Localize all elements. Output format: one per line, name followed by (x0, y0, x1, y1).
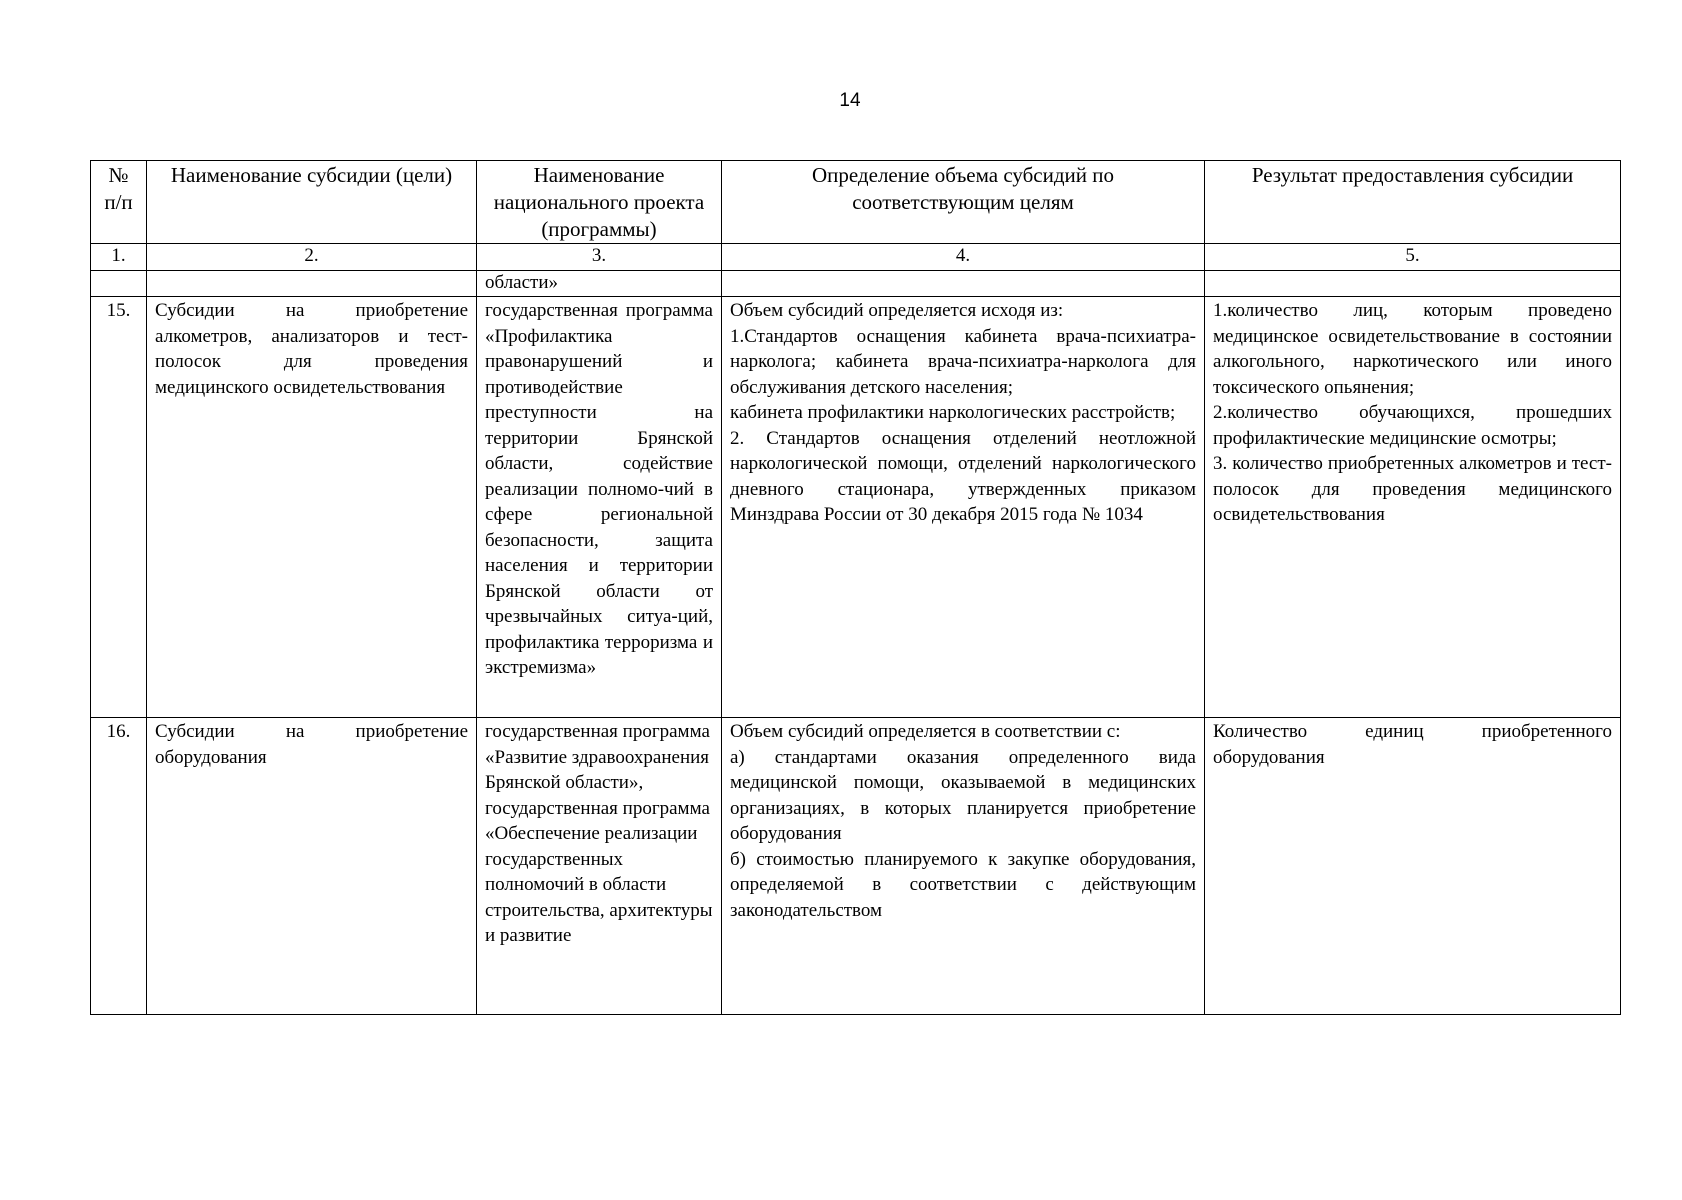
column-number: 4. (722, 244, 1205, 271)
header-subsidy-name: Наименование субсидии (цели) (147, 161, 477, 244)
row-number: 16. (91, 718, 147, 1015)
volume-paragraph: 2. Стандартов оснащения отделений неотложной наркологической помощи, отделений наркологического дневного стационара, утвержденных приказом Минздрава России от 30 декабря 2015 года № 1034 (730, 427, 1196, 525)
row-number: 15. (91, 297, 147, 718)
table-row (91, 718, 1621, 1015)
page-number: 14 (839, 90, 861, 111)
subsidy-result (1205, 718, 1621, 1015)
column-number: 5. (1205, 244, 1621, 271)
subsidy-result (1205, 297, 1621, 718)
volume-paragraph: Объем субсидий определяется исходя из: (730, 300, 1064, 321)
volume-paragraph: 1.Стандартов оснащения кабинета врача-психиатра-нарколога; кабинета врача-психиатра-нарколога для обслуживания детского населения; (730, 325, 1196, 398)
column-number: 2. (147, 244, 477, 271)
volume-paragraph: б) стоимостью планируемого к закупке оборудования, определяемой в соответствии с действующим законодательством (730, 848, 1196, 921)
volume-paragraph: Объем субсидий определяется в соответствии с: (730, 721, 1121, 742)
volume-paragraph: кабинета профилактики наркологических расстройств; (730, 402, 1176, 423)
program-name: государственная программа «Профилактика правонарушений и противодействие преступности на территории Брянской области, содействие реализации полномо-чий в сфере региональной безопасности, защита населения и территории Брянской области от чрезвычайных ситуа-ций, профилактика терроризма и экстремизма» (477, 297, 722, 718)
result-paragraph: Количество единиц приобретенного оборудования (1213, 721, 1612, 768)
volume-definition (722, 297, 1205, 718)
program-name: государственная программа «Развитие здравоохранения Брянской области», государственная программа «Обеспечение реализации государственных полномочий в области строительства, архитектуры и развитие (477, 718, 722, 1015)
result-paragraph: 1.количество лиц, которым проведено медицинское освидетельствование в состоянии алкогольного, наркотического или иного токсического опьянения; (1213, 300, 1612, 398)
subsidies-table (90, 160, 1621, 1015)
table-cell (1205, 271, 1621, 297)
subsidy-name: Субсидии на приобретение оборудования (147, 718, 477, 1015)
result-paragraph: 2.количество обучающихся, прошедших профилактические медицинские осмотры; (1213, 402, 1612, 449)
header-project-name: Наименование национального проекта (программы) (477, 161, 722, 244)
header-number: № п/п (91, 161, 147, 244)
header-volume-definition: Определение объема субсидий по соответствующим целям (722, 161, 1205, 244)
continuation-row (91, 271, 1621, 297)
header-result: Результат предоставления субсидии (1205, 161, 1621, 244)
table-row (91, 297, 1621, 718)
continuation-text: области» (477, 271, 722, 297)
table-cell (147, 271, 477, 297)
table-cell (722, 271, 1205, 297)
volume-paragraph: а) стандартами оказания определенного вида медицинской помощи, оказываемой в медицинских организациях, в которых планируется приобретение оборудования (730, 746, 1196, 844)
volume-definition (722, 718, 1205, 1015)
header-row (91, 161, 1621, 244)
column-number-row (91, 244, 1621, 271)
column-number: 1. (91, 244, 147, 271)
subsidy-name: Субсидии на приобретение алкометров, анализаторов и тест-полосок для проведения медицинского освидетельствования (147, 297, 477, 718)
result-paragraph: 3. количество приобретенных алкометров и тест-полосок для проведения медицинского освидетельствования (1213, 453, 1612, 525)
column-number: 3. (477, 244, 722, 271)
table-cell (91, 271, 147, 297)
